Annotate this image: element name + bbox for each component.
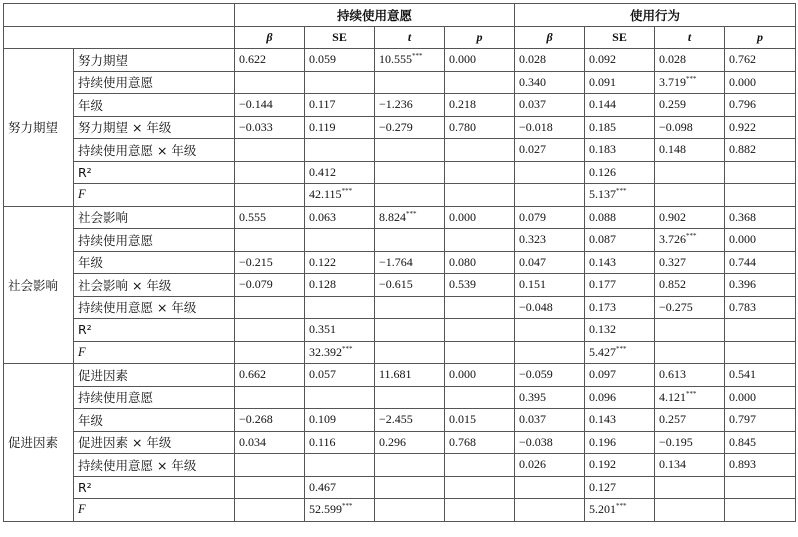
table-cell (655, 319, 725, 342)
table-cell: 3.726*** (655, 229, 725, 252)
table-row (4, 364, 796, 387)
table-cell (515, 184, 585, 207)
table-cell: −0.268 (235, 409, 305, 432)
table-cell: 8.824*** (375, 206, 445, 229)
block-label: 社会影响 (4, 206, 74, 364)
table-cell: 0.027 (515, 139, 585, 162)
table-cell: 0.396 (725, 274, 796, 297)
table-cell: −0.048 (515, 296, 585, 319)
table-cell (375, 296, 445, 319)
table-cell: 0.028 (655, 49, 725, 72)
table-body (4, 49, 796, 522)
table-row (4, 251, 796, 274)
table-cell (375, 71, 445, 94)
table-cell (655, 161, 725, 184)
table-cell: 0.613 (655, 364, 725, 387)
table-cell (445, 71, 515, 94)
table-cell: 0.015 (445, 409, 515, 432)
table-cell (305, 139, 375, 162)
table-cell (655, 476, 725, 499)
table-cell: 0.351 (305, 319, 375, 342)
table-cell (725, 499, 796, 522)
table-row (4, 161, 796, 184)
table-cell: 0.000 (725, 229, 796, 252)
table-cell: −0.098 (655, 116, 725, 139)
table-cell (445, 341, 515, 364)
table-cell (445, 476, 515, 499)
table-cell (305, 454, 375, 477)
table-cell (445, 229, 515, 252)
table-cell: 42.115*** (305, 184, 375, 207)
table-cell (445, 139, 515, 162)
table-cell: 0.134 (655, 454, 725, 477)
table-row (4, 139, 796, 162)
table-cell: −0.275 (655, 296, 725, 319)
table-cell: 0.327 (655, 251, 725, 274)
table-cell (235, 229, 305, 252)
header-column-row (4, 27, 796, 49)
table-cell: 0.852 (655, 274, 725, 297)
table-cell: 4.121*** (655, 386, 725, 409)
regression-table (3, 3, 796, 522)
table-cell: −0.079 (235, 274, 305, 297)
table-cell (375, 319, 445, 342)
header-corner (4, 4, 235, 27)
table-cell: 0.092 (585, 49, 655, 72)
table-cell: 10.555*** (375, 49, 445, 72)
table-cell: 0.196 (585, 431, 655, 454)
table-cell: 3.719*** (655, 71, 725, 94)
table-cell (305, 296, 375, 319)
table-row (4, 49, 796, 72)
table-row (4, 431, 796, 454)
table-cell (725, 319, 796, 342)
table-cell (235, 139, 305, 162)
table-cell: 0.192 (585, 454, 655, 477)
row-label: 持续使用意愿 (74, 71, 235, 94)
row-label: 年级 (74, 94, 235, 117)
table-cell (375, 161, 445, 184)
table-cell (445, 499, 515, 522)
table-cell: 0.555 (235, 206, 305, 229)
row-label: F (74, 184, 235, 207)
table-cell: 0.780 (445, 116, 515, 139)
table-row (4, 274, 796, 297)
table-cell: 0.126 (585, 161, 655, 184)
table-cell: 0.119 (305, 116, 375, 139)
table-cell (305, 229, 375, 252)
row-label: 持续使用意愿 (74, 386, 235, 409)
table-cell: 0.622 (235, 49, 305, 72)
table-cell: 0.127 (585, 476, 655, 499)
table-cell (375, 229, 445, 252)
table-row (4, 454, 796, 477)
table-cell (235, 296, 305, 319)
table-cell (375, 386, 445, 409)
table-cell: 0.340 (515, 71, 585, 94)
row-label: R² (74, 476, 235, 499)
table-cell: 0.412 (305, 161, 375, 184)
table-cell (375, 184, 445, 207)
col-p-1: p (445, 27, 515, 49)
table-cell: 52.599*** (305, 499, 375, 522)
table-cell: 0.087 (585, 229, 655, 252)
table-cell: 0.296 (375, 431, 445, 454)
table-cell: 0.079 (515, 206, 585, 229)
table-cell: 0.143 (585, 251, 655, 274)
table-cell: 0.662 (235, 364, 305, 387)
table-cell: 0.845 (725, 431, 796, 454)
table-row (4, 296, 796, 319)
table-cell: −1.236 (375, 94, 445, 117)
table-cell: 0.796 (725, 94, 796, 117)
table-row (4, 476, 796, 499)
table-cell (235, 161, 305, 184)
header-corner-sub (4, 27, 235, 49)
table-cell (375, 454, 445, 477)
table-cell: −0.144 (235, 94, 305, 117)
col-se-2: SE (585, 27, 655, 49)
row-label: 促进因素 × 年级 (74, 431, 235, 454)
table-cell: 0.000 (445, 364, 515, 387)
header-group-intention: 持续使用意愿 (235, 4, 515, 27)
row-label: 社会影响 (74, 206, 235, 229)
table-cell: 0.882 (725, 139, 796, 162)
table-cell: 0.109 (305, 409, 375, 432)
col-p-2: p (725, 27, 796, 49)
table-cell: 0.063 (305, 206, 375, 229)
row-label: 持续使用意愿 × 年级 (74, 139, 235, 162)
table-cell (725, 184, 796, 207)
table-cell (375, 139, 445, 162)
table-cell (445, 161, 515, 184)
table-cell: 0.000 (445, 206, 515, 229)
table-cell: 0.117 (305, 94, 375, 117)
row-label: 持续使用意愿 (74, 229, 235, 252)
table-row (4, 341, 796, 364)
block-label: 努力期望 (4, 49, 74, 207)
table-cell: 0.088 (585, 206, 655, 229)
table-cell (655, 499, 725, 522)
row-label: 年级 (74, 251, 235, 274)
table-cell (235, 476, 305, 499)
table-cell (235, 319, 305, 342)
table-cell: 0.185 (585, 116, 655, 139)
table-cell: −0.215 (235, 251, 305, 274)
table-cell: 0.028 (515, 49, 585, 72)
table-cell (235, 499, 305, 522)
table-cell (515, 319, 585, 342)
row-label: 社会影响 × 年级 (74, 274, 235, 297)
table-cell: 0.177 (585, 274, 655, 297)
table-cell: −0.615 (375, 274, 445, 297)
table-row (4, 499, 796, 522)
table-cell: 0.893 (725, 454, 796, 477)
table-cell (235, 341, 305, 364)
row-label: 持续使用意愿 × 年级 (74, 296, 235, 319)
table-cell (235, 386, 305, 409)
col-se-1: SE (305, 27, 375, 49)
row-label: 努力期望 (74, 49, 235, 72)
table-cell: 0.467 (305, 476, 375, 499)
table-cell: 0.034 (235, 431, 305, 454)
table-cell: 0.143 (585, 409, 655, 432)
table-cell (305, 71, 375, 94)
table-cell: 0.132 (585, 319, 655, 342)
table-cell: 0.091 (585, 71, 655, 94)
table-cell: 0.762 (725, 49, 796, 72)
table-row (4, 184, 796, 207)
table-cell: 0.541 (725, 364, 796, 387)
table-cell: 0.080 (445, 251, 515, 274)
table-cell: 0.218 (445, 94, 515, 117)
col-beta-2: β (515, 27, 585, 49)
table-cell (655, 341, 725, 364)
table-cell: 0.026 (515, 454, 585, 477)
row-label: 促进因素 (74, 364, 235, 387)
table-cell: 5.137*** (585, 184, 655, 207)
table-cell: 0.151 (515, 274, 585, 297)
row-label: R² (74, 161, 235, 184)
col-t-2: t (655, 27, 725, 49)
col-beta-1: β (235, 27, 305, 49)
row-label: F (74, 499, 235, 522)
table-cell: 0.037 (515, 94, 585, 117)
table-cell: 0.144 (585, 94, 655, 117)
table-cell (445, 296, 515, 319)
table-cell: 5.427*** (585, 341, 655, 364)
table-cell: 0.047 (515, 251, 585, 274)
table-row (4, 71, 796, 94)
table-cell: 0.395 (515, 386, 585, 409)
table-cell: 5.201*** (585, 499, 655, 522)
row-label: R² (74, 319, 235, 342)
table-cell: 0.797 (725, 409, 796, 432)
table-cell: 0.183 (585, 139, 655, 162)
table-cell: 0.148 (655, 139, 725, 162)
table-row (4, 206, 796, 229)
table-cell (235, 454, 305, 477)
table-cell (445, 386, 515, 409)
table-row (4, 319, 796, 342)
table-cell (235, 71, 305, 94)
table-cell: 0.259 (655, 94, 725, 117)
table-cell: −0.038 (515, 431, 585, 454)
table-cell: 0.128 (305, 274, 375, 297)
table-cell (725, 341, 796, 364)
table-cell: 0.097 (585, 364, 655, 387)
table-cell: −2.455 (375, 409, 445, 432)
row-label: 持续使用意愿 × 年级 (74, 454, 235, 477)
table-row (4, 116, 796, 139)
table-cell: 0.057 (305, 364, 375, 387)
row-label: F (74, 341, 235, 364)
table-cell (515, 161, 585, 184)
row-label: 努力期望 × 年级 (74, 116, 235, 139)
table-cell: 0.000 (725, 386, 796, 409)
table-cell: 0.902 (655, 206, 725, 229)
table-cell: 0.368 (725, 206, 796, 229)
table-cell: 0.000 (445, 49, 515, 72)
table-cell: −0.059 (515, 364, 585, 387)
table-cell: −0.033 (235, 116, 305, 139)
table-cell: 0.323 (515, 229, 585, 252)
table-cell (375, 476, 445, 499)
table-cell: 0.922 (725, 116, 796, 139)
table-cell (655, 184, 725, 207)
table-cell: 0.000 (725, 71, 796, 94)
table-cell: 11.681 (375, 364, 445, 387)
row-label: 年级 (74, 409, 235, 432)
col-t-1: t (375, 27, 445, 49)
table-row (4, 386, 796, 409)
table-cell: 0.059 (305, 49, 375, 72)
block-label: 促进因素 (4, 364, 74, 522)
table-cell: 0.096 (585, 386, 655, 409)
table-cell: 0.744 (725, 251, 796, 274)
table-cell: 0.539 (445, 274, 515, 297)
table-cell (725, 476, 796, 499)
table-cell: −1.764 (375, 251, 445, 274)
header-group-behavior: 使用行为 (515, 4, 796, 27)
table-cell (725, 161, 796, 184)
table-cell (515, 476, 585, 499)
table-row (4, 409, 796, 432)
header-group-row (4, 4, 796, 27)
table-cell: 0.783 (725, 296, 796, 319)
table-cell (445, 454, 515, 477)
table-cell: 0.116 (305, 431, 375, 454)
table-cell: 0.768 (445, 431, 515, 454)
table-row (4, 229, 796, 252)
table-cell (445, 184, 515, 207)
table-cell: −0.195 (655, 431, 725, 454)
table-cell (235, 184, 305, 207)
table-cell: 0.173 (585, 296, 655, 319)
table-cell (305, 386, 375, 409)
table-cell: 32.392*** (305, 341, 375, 364)
table-cell: 0.122 (305, 251, 375, 274)
table-cell: −0.279 (375, 116, 445, 139)
table-cell: −0.018 (515, 116, 585, 139)
table-cell (375, 341, 445, 364)
table-cell (515, 499, 585, 522)
table-cell (515, 341, 585, 364)
table-cell (375, 499, 445, 522)
table-cell: 0.257 (655, 409, 725, 432)
table-cell (445, 319, 515, 342)
table-row (4, 94, 796, 117)
table-cell: 0.037 (515, 409, 585, 432)
